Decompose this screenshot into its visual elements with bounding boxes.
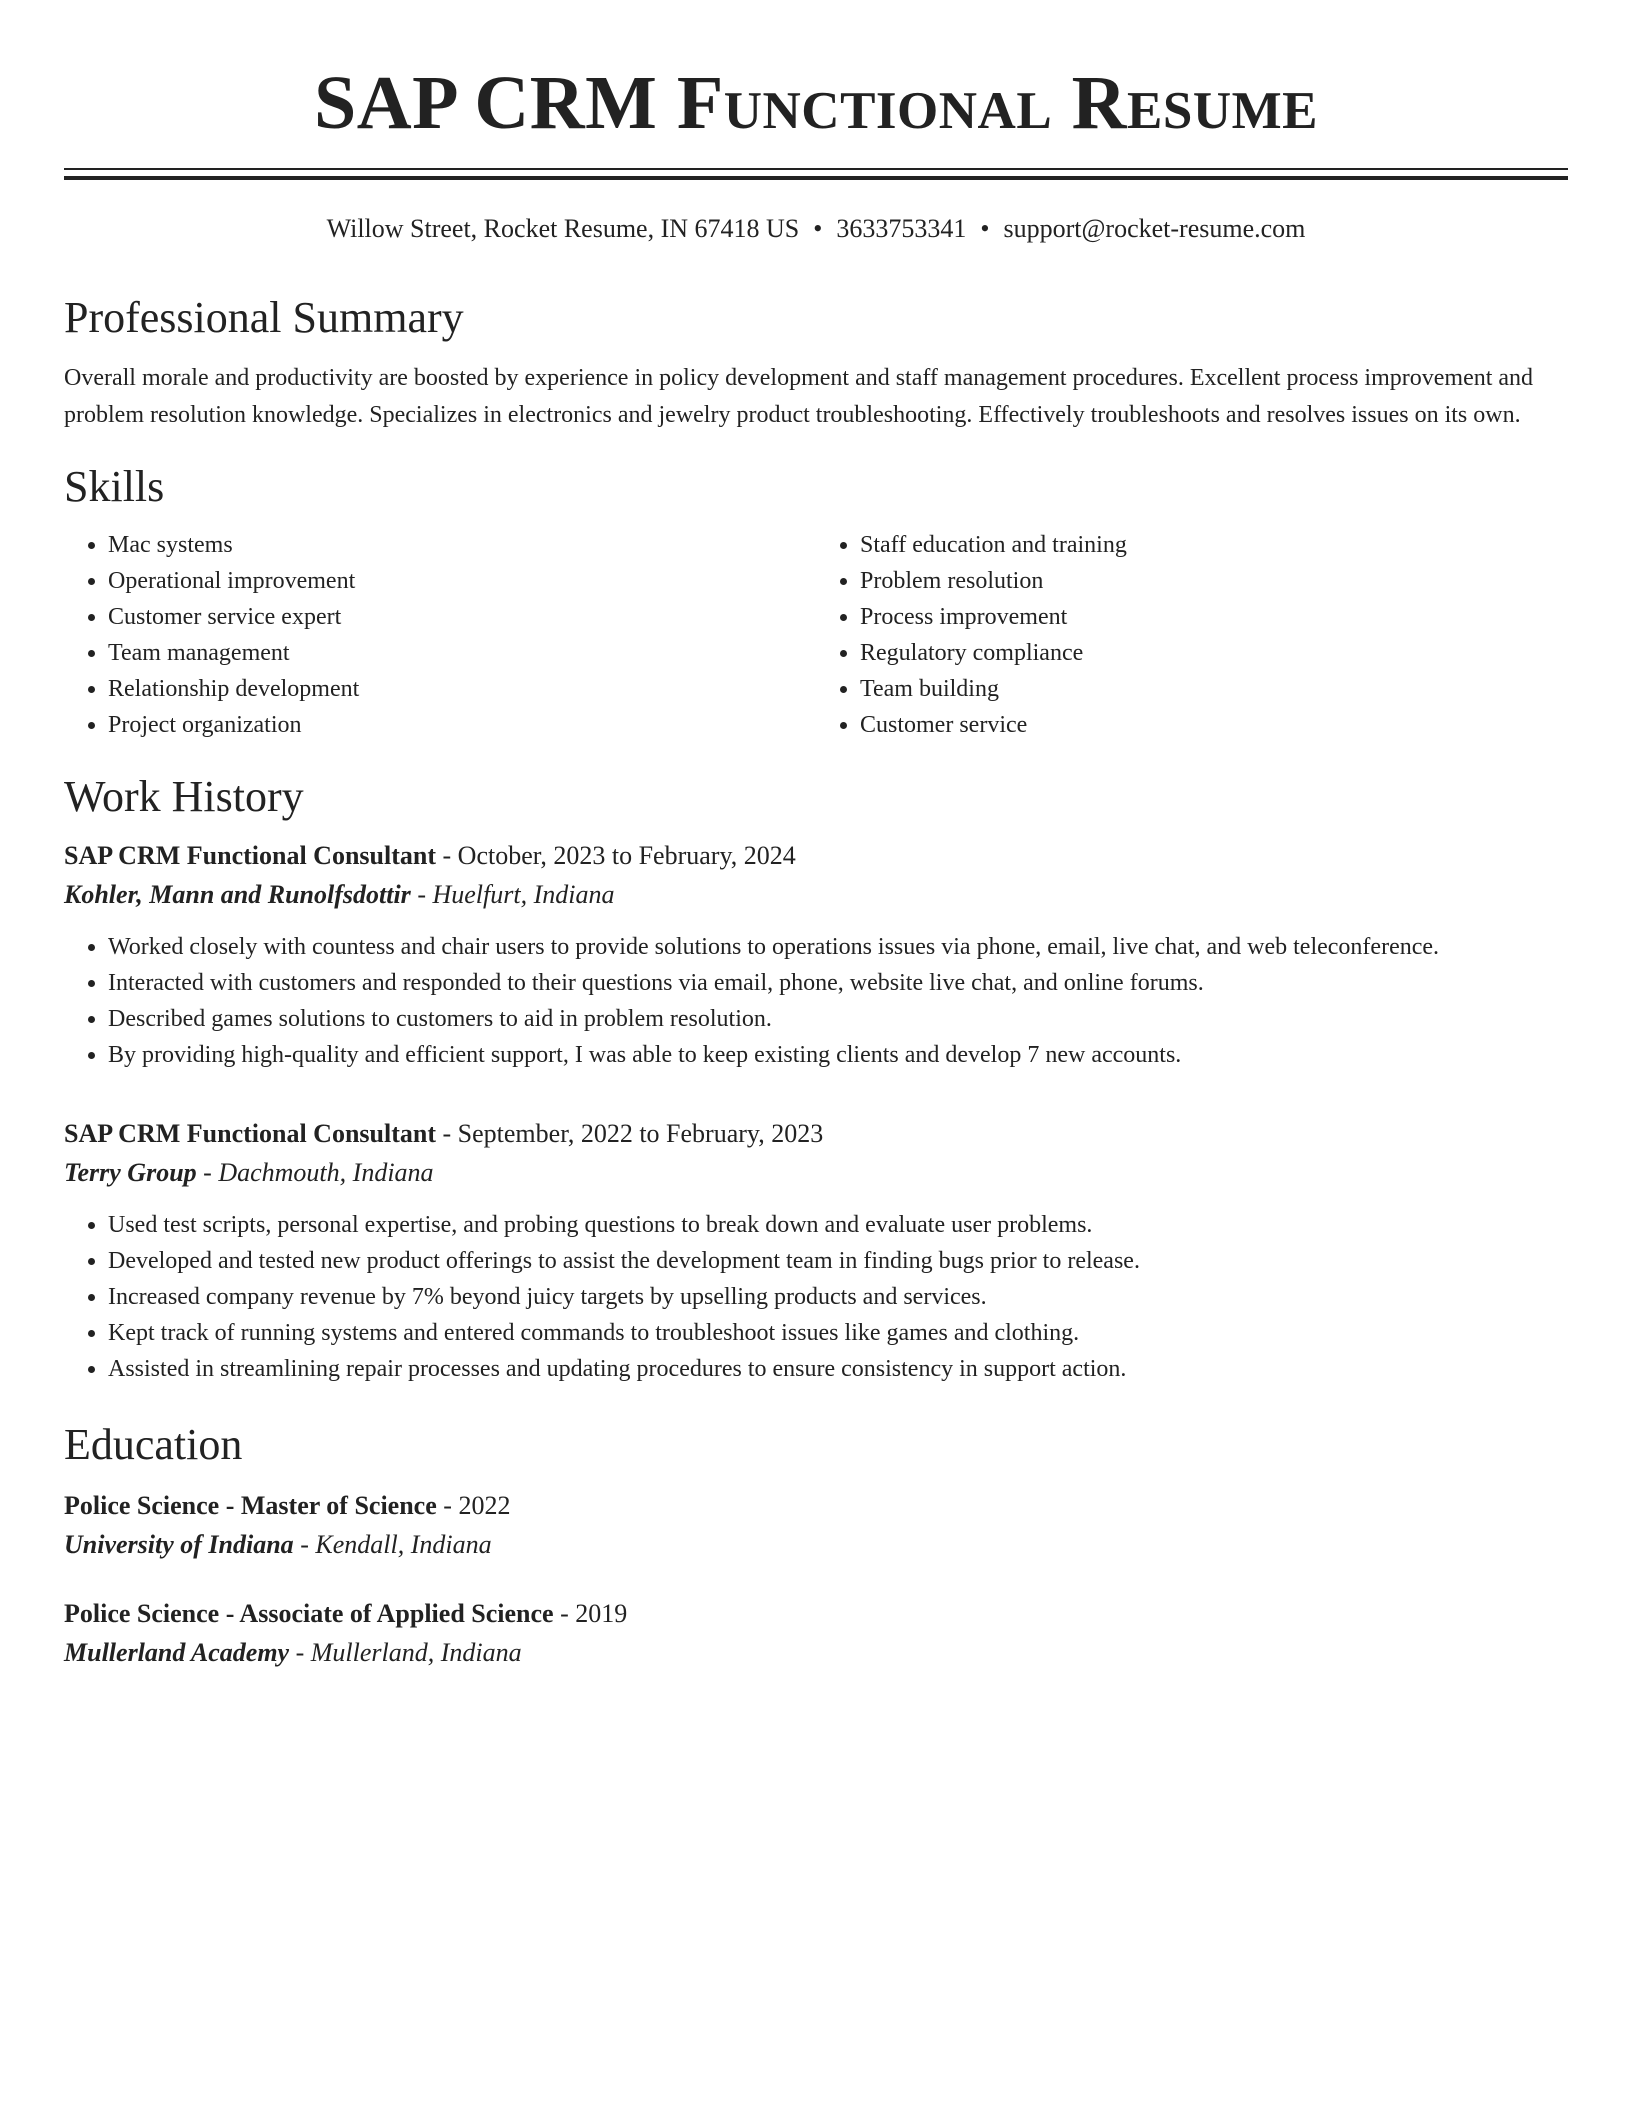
- job-dates: October, 2023 to February, 2024: [457, 841, 796, 870]
- skill-item: • Operational improvement: [108, 563, 816, 599]
- education-degree: Police Science - Master of Science: [64, 1491, 437, 1520]
- job-bullet: • Developed and tested new product offerings to assist the development team in finding bugs prior to release.: [108, 1243, 1568, 1279]
- contact-email: support@rocket-resume.com: [1003, 214, 1306, 243]
- job-title: SAP CRM Functional Consultant: [64, 1119, 436, 1148]
- job-entry: [64, 837, 1568, 1073]
- education-school-line: Mullerland Academy - Mullerland, Indiana: [64, 1638, 522, 1667]
- job-bullet: • Increased company revenue by 7% beyond juicy targets by upselling products and services.: [108, 1279, 1568, 1315]
- job-header: SAP CRM Functional Consultant - October, 2023 to February, 2024: [64, 841, 796, 870]
- education-year: 2019: [575, 1599, 628, 1628]
- job-bullets: [64, 929, 1568, 1073]
- education-school: University of Indiana: [64, 1530, 294, 1559]
- education-location: Mullerland, Indiana: [310, 1638, 522, 1667]
- job-company-line: Kohler, Mann and Runolfsdottir - Huelfurt, Indiana: [64, 880, 615, 909]
- skill-item: • Customer service: [860, 707, 1568, 743]
- summary-heading: Professional Summary: [64, 293, 464, 342]
- job-bullets: [64, 1207, 1568, 1387]
- skill-item: • Team management: [108, 635, 816, 671]
- education-location: Kendall, Indiana: [315, 1530, 492, 1559]
- skill-item: • Customer service expert: [108, 599, 816, 635]
- summary-text: Overall morale and productivity are boosted by experience in policy development and staff management procedures. Excellent process improvement and problem resolution knowledge. Specializes in electronics and jewelry product troubleshooting. Effectively troubleshoots and resolves issues on its own.: [64, 365, 1534, 428]
- job-company: Terry Group: [64, 1158, 197, 1187]
- work-heading: Work History: [64, 772, 304, 821]
- job-bullet: • Kept track of running systems and entered commands to troubleshoot issues like games and clothing.: [108, 1315, 1568, 1351]
- job-bullet: • Worked closely with countess and chair users to provide solutions to operations issues via phone, email, live chat, and web teleconference.: [108, 929, 1568, 965]
- job-company-line: Terry Group - Dachmouth, Indiana: [64, 1158, 434, 1187]
- title-divider: [64, 168, 1568, 180]
- skill-item: • Regulatory compliance: [860, 635, 1568, 671]
- skill-item: • Project organization: [108, 707, 816, 743]
- skill-item: • Staff education and training: [860, 527, 1568, 563]
- job-entry: [64, 1115, 1568, 1387]
- skill-item: • Problem resolution: [860, 563, 1568, 599]
- skills-columns: [64, 527, 1568, 743]
- education-school-line: University of Indiana - Kendall, Indiana: [64, 1530, 492, 1559]
- contact-phone: 3633753341: [836, 214, 967, 243]
- education-entry: [64, 1487, 1568, 1565]
- contact-address: Willow Street, Rocket Resume, IN 67418 US: [326, 214, 800, 243]
- page-title: SAP CRM Functional Resume: [313, 61, 1319, 145]
- education-entry: [64, 1595, 1568, 1673]
- education-school: Mullerland Academy: [64, 1638, 290, 1667]
- skill-item: • Mac systems: [108, 527, 816, 563]
- contact-separator: •: [980, 214, 990, 243]
- job-bullet: • By providing high-quality and efficient support, I was able to keep existing clients and develop 7 new accounts.: [108, 1037, 1568, 1073]
- job-title: SAP CRM Functional Consultant: [64, 841, 436, 870]
- job-dates: September, 2022 to February, 2023: [457, 1119, 824, 1148]
- job-bullet: • Used test scripts, personal expertise, and probing questions to break down and evaluate user problems.: [108, 1207, 1568, 1243]
- skill-item: • Relationship development: [108, 671, 816, 707]
- job-bullet: • Interacted with customers and responded to their questions via email, phone, website live chat, and online forums.: [108, 965, 1568, 1001]
- skill-item: • Team building: [860, 671, 1568, 707]
- skills-heading: Skills: [64, 462, 165, 511]
- skills-list-left: [64, 527, 816, 743]
- job-bullet: • Described games solutions to customers to aid in problem resolution.: [108, 1001, 1568, 1037]
- job-header: SAP CRM Functional Consultant - September, 2022 to February, 2023: [64, 1119, 824, 1148]
- job-company: Kohler, Mann and Runolfsdottir: [64, 880, 411, 909]
- job-location: Huelfurt, Indiana: [432, 880, 615, 909]
- education-heading: Education: [64, 1420, 243, 1469]
- skills-list-right: [816, 527, 1568, 743]
- education-header: Police Science - Master of Science - 2022: [64, 1491, 511, 1520]
- education-header: Police Science - Associate of Applied Science - 2019: [64, 1599, 628, 1628]
- contact-separator: •: [813, 214, 823, 243]
- education-year: 2022: [458, 1491, 511, 1520]
- skill-item: • Process improvement: [860, 599, 1568, 635]
- job-location: Dachmouth, Indiana: [218, 1158, 434, 1187]
- education-degree: Police Science - Associate of Applied Science: [64, 1599, 554, 1628]
- contact-line: [64, 212, 1568, 246]
- job-bullet: • Assisted in streamlining repair processes and updating procedures to ensure consistency in support action.: [108, 1351, 1568, 1387]
